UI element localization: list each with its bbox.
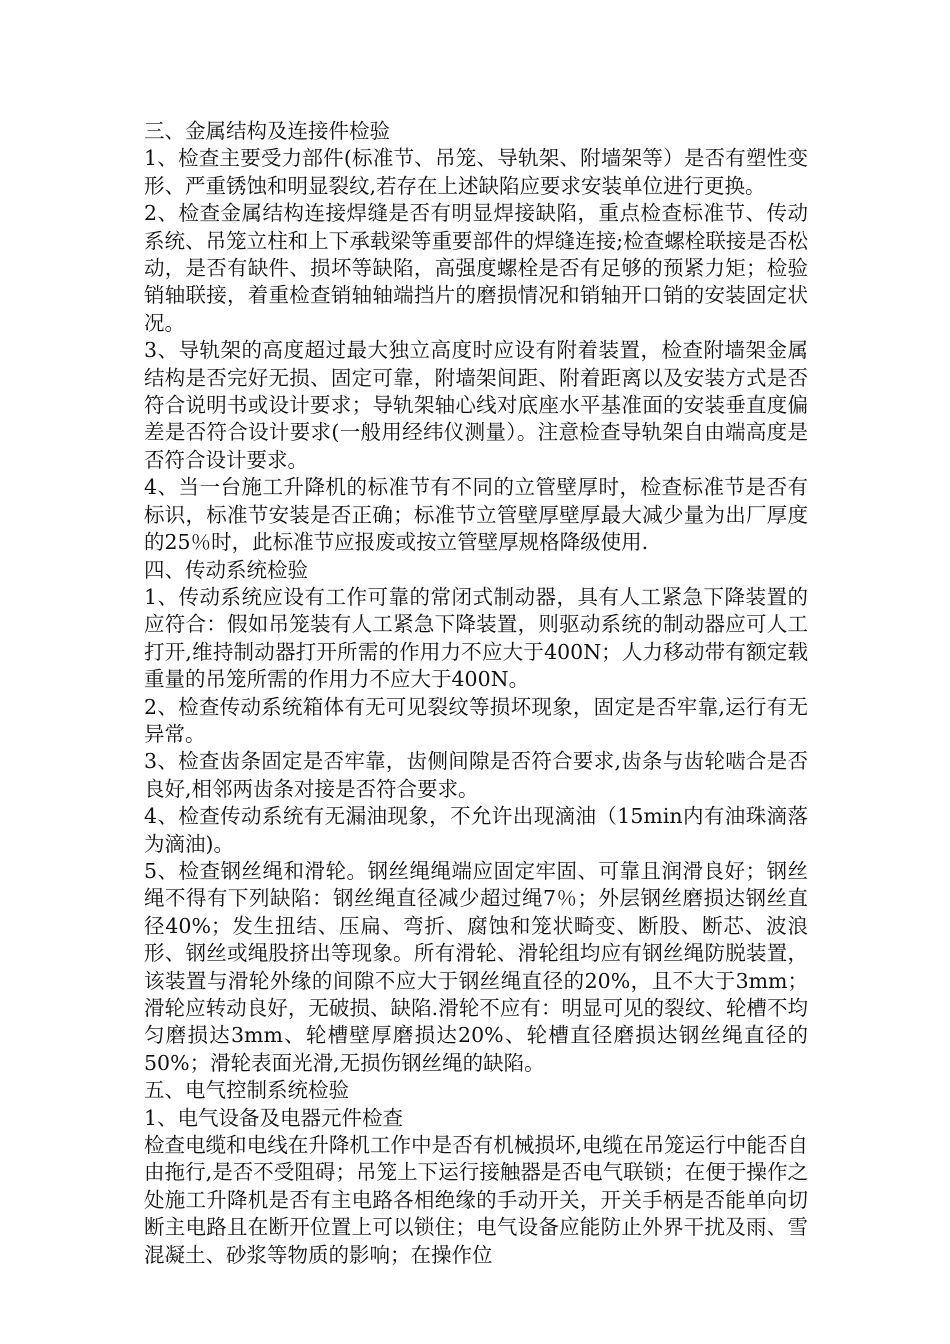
subsection-heading-electrical-equipment: 1、电气设备及电器元件检查 — [144, 1105, 404, 1130]
paragraph-oil-leak: 4、检查传动系统有无漏油现象，不允许出现滴油（15min内有油珠滴落为滴油)。 — [144, 804, 808, 856]
paragraph-standard-section-thickness: 4、当一台施工升降机的标准节有不同的立管壁厚时，检查标准节是否有标识，标准节安装是否正确；标准节立管壁厚壁厚最大减少量为出厂厚度的25％时，此标准节应报废或按立管壁厚规格降级使用. — [144, 475, 808, 555]
document-body — [144, 118, 808, 1269]
paragraph-gearbox: 2、检查传动系统箱体有无可见裂纹等损坏现象，固定是否牢靠,运行有无异常。 — [144, 694, 808, 746]
paragraph-wire-rope-and-pulleys: 5、检查钢丝绳和滑轮。钢丝绳绳端应固定牢固、可靠且润滑良好；钢丝绳不得有下列缺陷：钢丝绳直径减少超过绳7％；外层钢丝磨损达钢丝直径40%；发生扭结、压扁、弯折、腐蚀和笼状畸变、断股、断芯、波浪形、钢丝或绳股挤出等现象。所有滑轮、滑轮组均应有钢丝绳防脱装置，该装置与滑轮外缘的间隙不应大于钢丝绳直径的20%，且不大于3mm；滑轮应转动良好，无破损、缺陷.滑轮不应有：明显可见的裂纹、轮槽不均匀磨损达3mm、轮槽壁厚磨损达20%、轮槽直径磨损达钢丝绳直径的50%；滑轮表面光滑,无损伤钢丝绳的缺陷。 — [144, 858, 808, 1075]
paragraph-guide-rail-attachment: 3、导轨架的高度超过最大独立高度时应设有附着装置，检查附墙架金属结构是否完好无损、固定可靠，附墙架间距、附着距离以及安装方式是否符合说明书或设计要求；导轨架轴心线对底座水平基准面的安装垂直度偏差是否符合设计要求(一般用经纬仪测量）。注意检查导轨架自由端高度是否符合设计要求。 — [144, 338, 808, 472]
paragraph-brake: 1、传动系统应设有工作可靠的常闭式制动器，具有人工紧急下降装置的应符合：假如吊笼装有人工紧急下降装置，则驱动系统的制动器应可人工打开,维持制动器打开所需的作用力不应大于400N；人力移动带有额定载重量的吊笼所需的作用力不应大于400N。 — [144, 584, 808, 692]
paragraph-welds-and-bolts: 2、检查金属结构连接焊缝是否有明显焊接缺陷，重点检查标准节、传动系统、吊笼立柱和上下承载梁等重要部件的焊缝连接;检查螺栓联接是否松动，是否有缺件、损坏等缺陷，高强度螺栓是否有足够的预紧力矩；检验销轴联接，着重检查销轴轴端挡片的磨损情况和销轴开口销的安装固定状况。 — [144, 201, 808, 335]
section-heading-drive-system: 四、传动系统检验 — [144, 557, 308, 582]
paragraph-load-bearing-parts: 1、检查主要受力部件(标准节、吊笼、导轨架、附墙架等）是否有塑性变形、严重锈蚀和明显裂纹,若存在上述缺陷应要求安装单位进行更换。 — [144, 146, 808, 198]
section-heading-electrical-control: 五、电气控制系统检验 — [144, 1078, 349, 1103]
paragraph-rack-and-pinion: 3、检查齿条固定是否牢靠，齿侧间隙是否符合要求,齿条与齿轮啮合是否良好,相邻两齿条对接是否符合要求。 — [144, 749, 808, 801]
paragraph-cables-and-switches: 检查电缆和电线在升降机工作中是否有机械损坏,电缆在吊笼运行中能否自由拖行,是否不受阻碍；吊笼上下运行接触器是否电气联锁；在便于操作之处施工升降机是否有主电路各相绝缘的手动开关，开关手柄是否能单向切断主电路且在断开位置上可以锁住；电气设备应能防止外界干扰及雨、雪混凝土、砂浆等物质的影响；在操作位 — [144, 1133, 808, 1267]
section-heading-metal-structure: 三、金属结构及连接件检验 — [144, 119, 390, 143]
